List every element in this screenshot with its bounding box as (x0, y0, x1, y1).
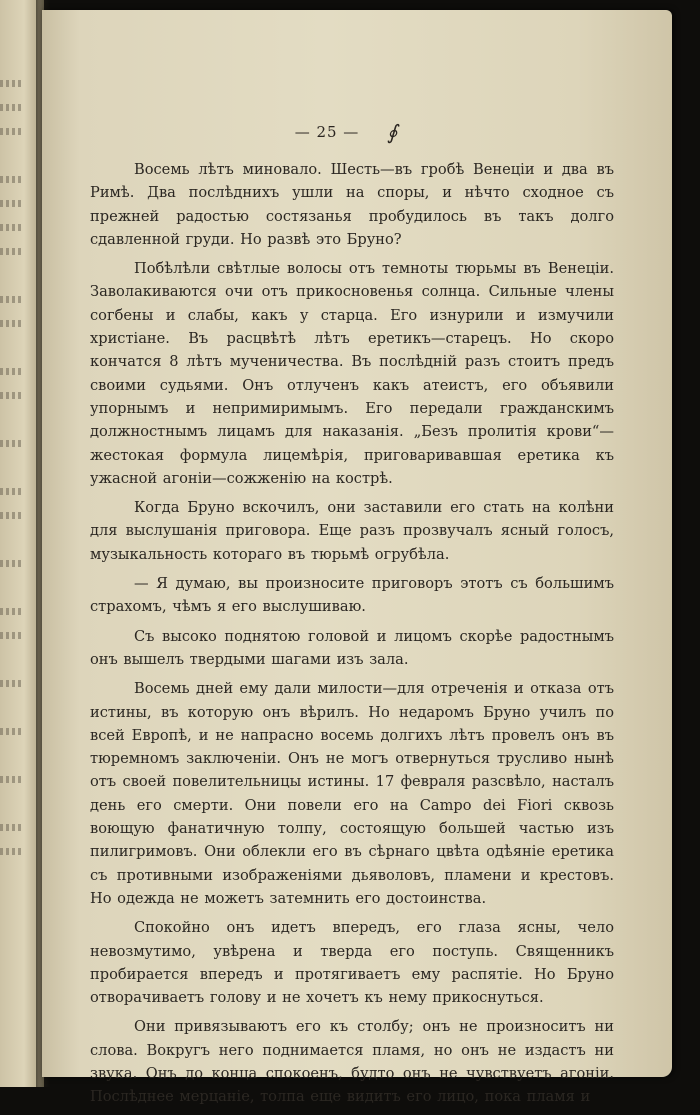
ornament-mark: ∮ (387, 120, 398, 144)
paragraph: Побѣлѣли свѣтлые волосы отъ темноты тюрьмы въ Венеціи. Заволакиваются очи отъ прикосновенья солнца. Сильные члены согбены и слабы, какъ у старца. Его изнурили и измучили христіане. Въ расцвѣтѣ лѣтъ еретикъ—старецъ. Но скоро кончатся 8 лѣтъ мученичества. Въ послѣдній разъ стоитъ предъ своими судьями. Онъ отлученъ какъ атеистъ, его объявили упорнымъ и непримиримымъ. Его передали гражданскимъ должностнымъ лицамъ для наказанія. „Безъ пролитія крови“—жестокая формула лицемѣрія, приговаривавшая еретика къ ужасной агоніи—сожженію на кострѣ. (90, 260, 614, 487)
paragraph: Восемь лѣтъ миновало. Шесть—въ гробѣ Венеціи и два въ Римѣ. Два послѣднихъ ушли на споры, и нѣчто сходное съ прежней радостью состязанья пробудилось въ такъ долго сдавленной груди. Но развѣ это Бруно? (90, 161, 614, 248)
paragraph: — Я думаю, вы произносите приговоръ этотъ съ большимъ страхомъ, чѣмъ я его выслушиваю. (90, 575, 614, 616)
paragraph: Они привязываютъ его къ столбу; онъ не произноситъ ни слова. Вокругъ него поднимается пламя, но онъ не издастъ ни звука. Онъ до конца спокоенъ, будто онъ не чувствуетъ агоніи. Послѣднее мерцаніе, толпа еще видитъ его лицо, пока пламя и (90, 1018, 614, 1106)
paragraph: Когда Бруно вскочилъ, они заставили его стать на колѣни для выслушанія приговора. Еще разъ прозвучалъ ясный голосъ, музыкальность котораго въ тюрьмѣ огрубѣла. (90, 499, 614, 563)
page-number: — 25 — (294, 123, 360, 141)
body-text (90, 158, 614, 1115)
paragraph: Восемь дней ему дали милости—для отреченія и отказа отъ истины, въ которую онъ вѣрилъ. Но недаромъ Бруно училъ по всей Европѣ, и не напрасно восемь долгихъ лѣтъ провелъ онъ въ тюремномъ заключеніи. Онъ не могъ отвернуться трусливо нынѣ отъ своей повелительницы истины. 17 февраля разсвѣло, насталъ день его смерти. Они повели его на Campo dei Fiori сквозь воющую фанатичную толпу, состоящую большей частью изъ пилигримовъ. Они облекли его въ сѣрнаго цвѣта одѣяніе еретика съ противными изображеніями дьяволовъ, пламени и крестовъ. Но одежда не можетъ затемнить его достоинства. (90, 680, 614, 907)
paragraph: Спокойно онъ идетъ впередъ, его глаза ясны, чело невозмутимо, увѣрена и тверда его поступь. Священникъ пробирается впередъ и протягиваетъ ему распятіе. Но Бруно отворачиваетъ голову и не хочетъ къ нему прикоснуться. (90, 919, 614, 1007)
page-header (42, 120, 672, 144)
book-page (42, 10, 672, 1106)
paragraph: Съ высоко поднятою головой и лицомъ скорѣе радостнымъ онъ вышелъ твердыми шагами изъ зала. (90, 627, 614, 668)
